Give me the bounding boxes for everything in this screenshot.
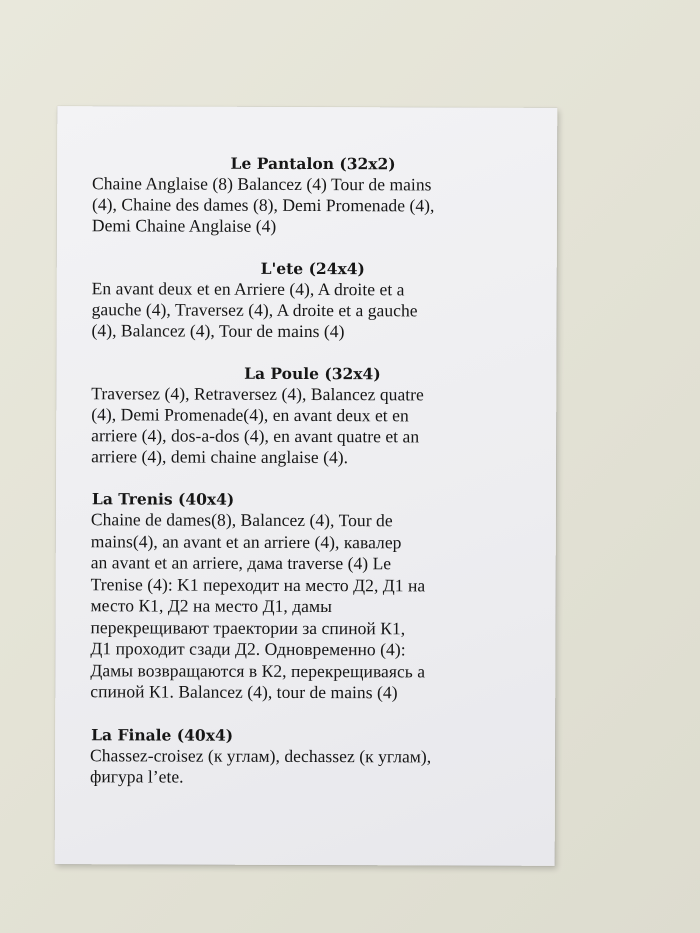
section-title: La Finale (40x4) — [91, 724, 234, 745]
text-line: (4), Balancez (4), Tour de mains (4) — [91, 320, 345, 342]
text-line: перекрещивают траектории за спиной К1, — [90, 616, 406, 638]
text-line: Дамы возвращаются в К2, перекрещиваясь а — [90, 659, 426, 681]
section-la-poule — [91, 363, 541, 469]
section-title: Le Pantalon (32x2) — [230, 153, 396, 174]
section-le-pantalon — [92, 153, 542, 238]
text-line: Traversez (4), Retraversez (4), Balancez quatre — [91, 383, 424, 405]
text-line: (4), Demi Promenade(4), en avant deux et en — [91, 404, 409, 426]
section-la-trenis — [90, 489, 541, 704]
text-line: Chaine Anglaise (8) Balancez (4) Tour de mains — [92, 173, 432, 195]
text-line: arriere (4), dos-a-dos (4), en avant quatre et an — [91, 425, 420, 447]
text-line: (4), Chaine des dames (8), Demi Promenade (4), — [91, 194, 435, 216]
text-line: Demi Chaine Anglaise (4) — [91, 215, 277, 236]
section-title: La Trenis (40x4) — [91, 489, 235, 509]
text-line: место К1, Д2 на место Д1, дамы — [90, 595, 332, 617]
card-content — [90, 153, 542, 810]
text-line: Д1 проходит сзади Д2. Одновременно (4): — [90, 638, 406, 660]
text-line: спиной К1. Balancez (4), tour de mains (4) — [90, 681, 398, 703]
section-title: La Poule (32x4) — [244, 363, 381, 384]
text-line: an avant et an arriere, дама traverse (4) Le — [90, 552, 392, 574]
text-line: фигура l’ete. — [89, 765, 184, 787]
section-l-ete — [92, 258, 542, 343]
text-line: Trenise (4): K1 переходит на место Д2, Д1 на — [90, 573, 426, 595]
section-la-finale — [90, 725, 540, 789]
text-line: gauche (4), Traversez (4), A droite et a gauche — [91, 299, 418, 321]
text-line: mains(4), an avant et an arriere (4), кавалер — [90, 530, 402, 552]
section-title: L'ete (24x4) — [260, 258, 365, 279]
text-line: arriere (4), demi chaine anglaise (4). — [91, 446, 349, 468]
text-line: Chaine de dames(8), Balancez (4), Tour de — [90, 509, 393, 531]
text-line: Chassez-croisez (к углам), dechassez (к углам), — [90, 744, 432, 766]
dance-card — [55, 106, 558, 866]
text-line: En avant deux et en Arriere (4), A droite et a — [91, 278, 405, 300]
